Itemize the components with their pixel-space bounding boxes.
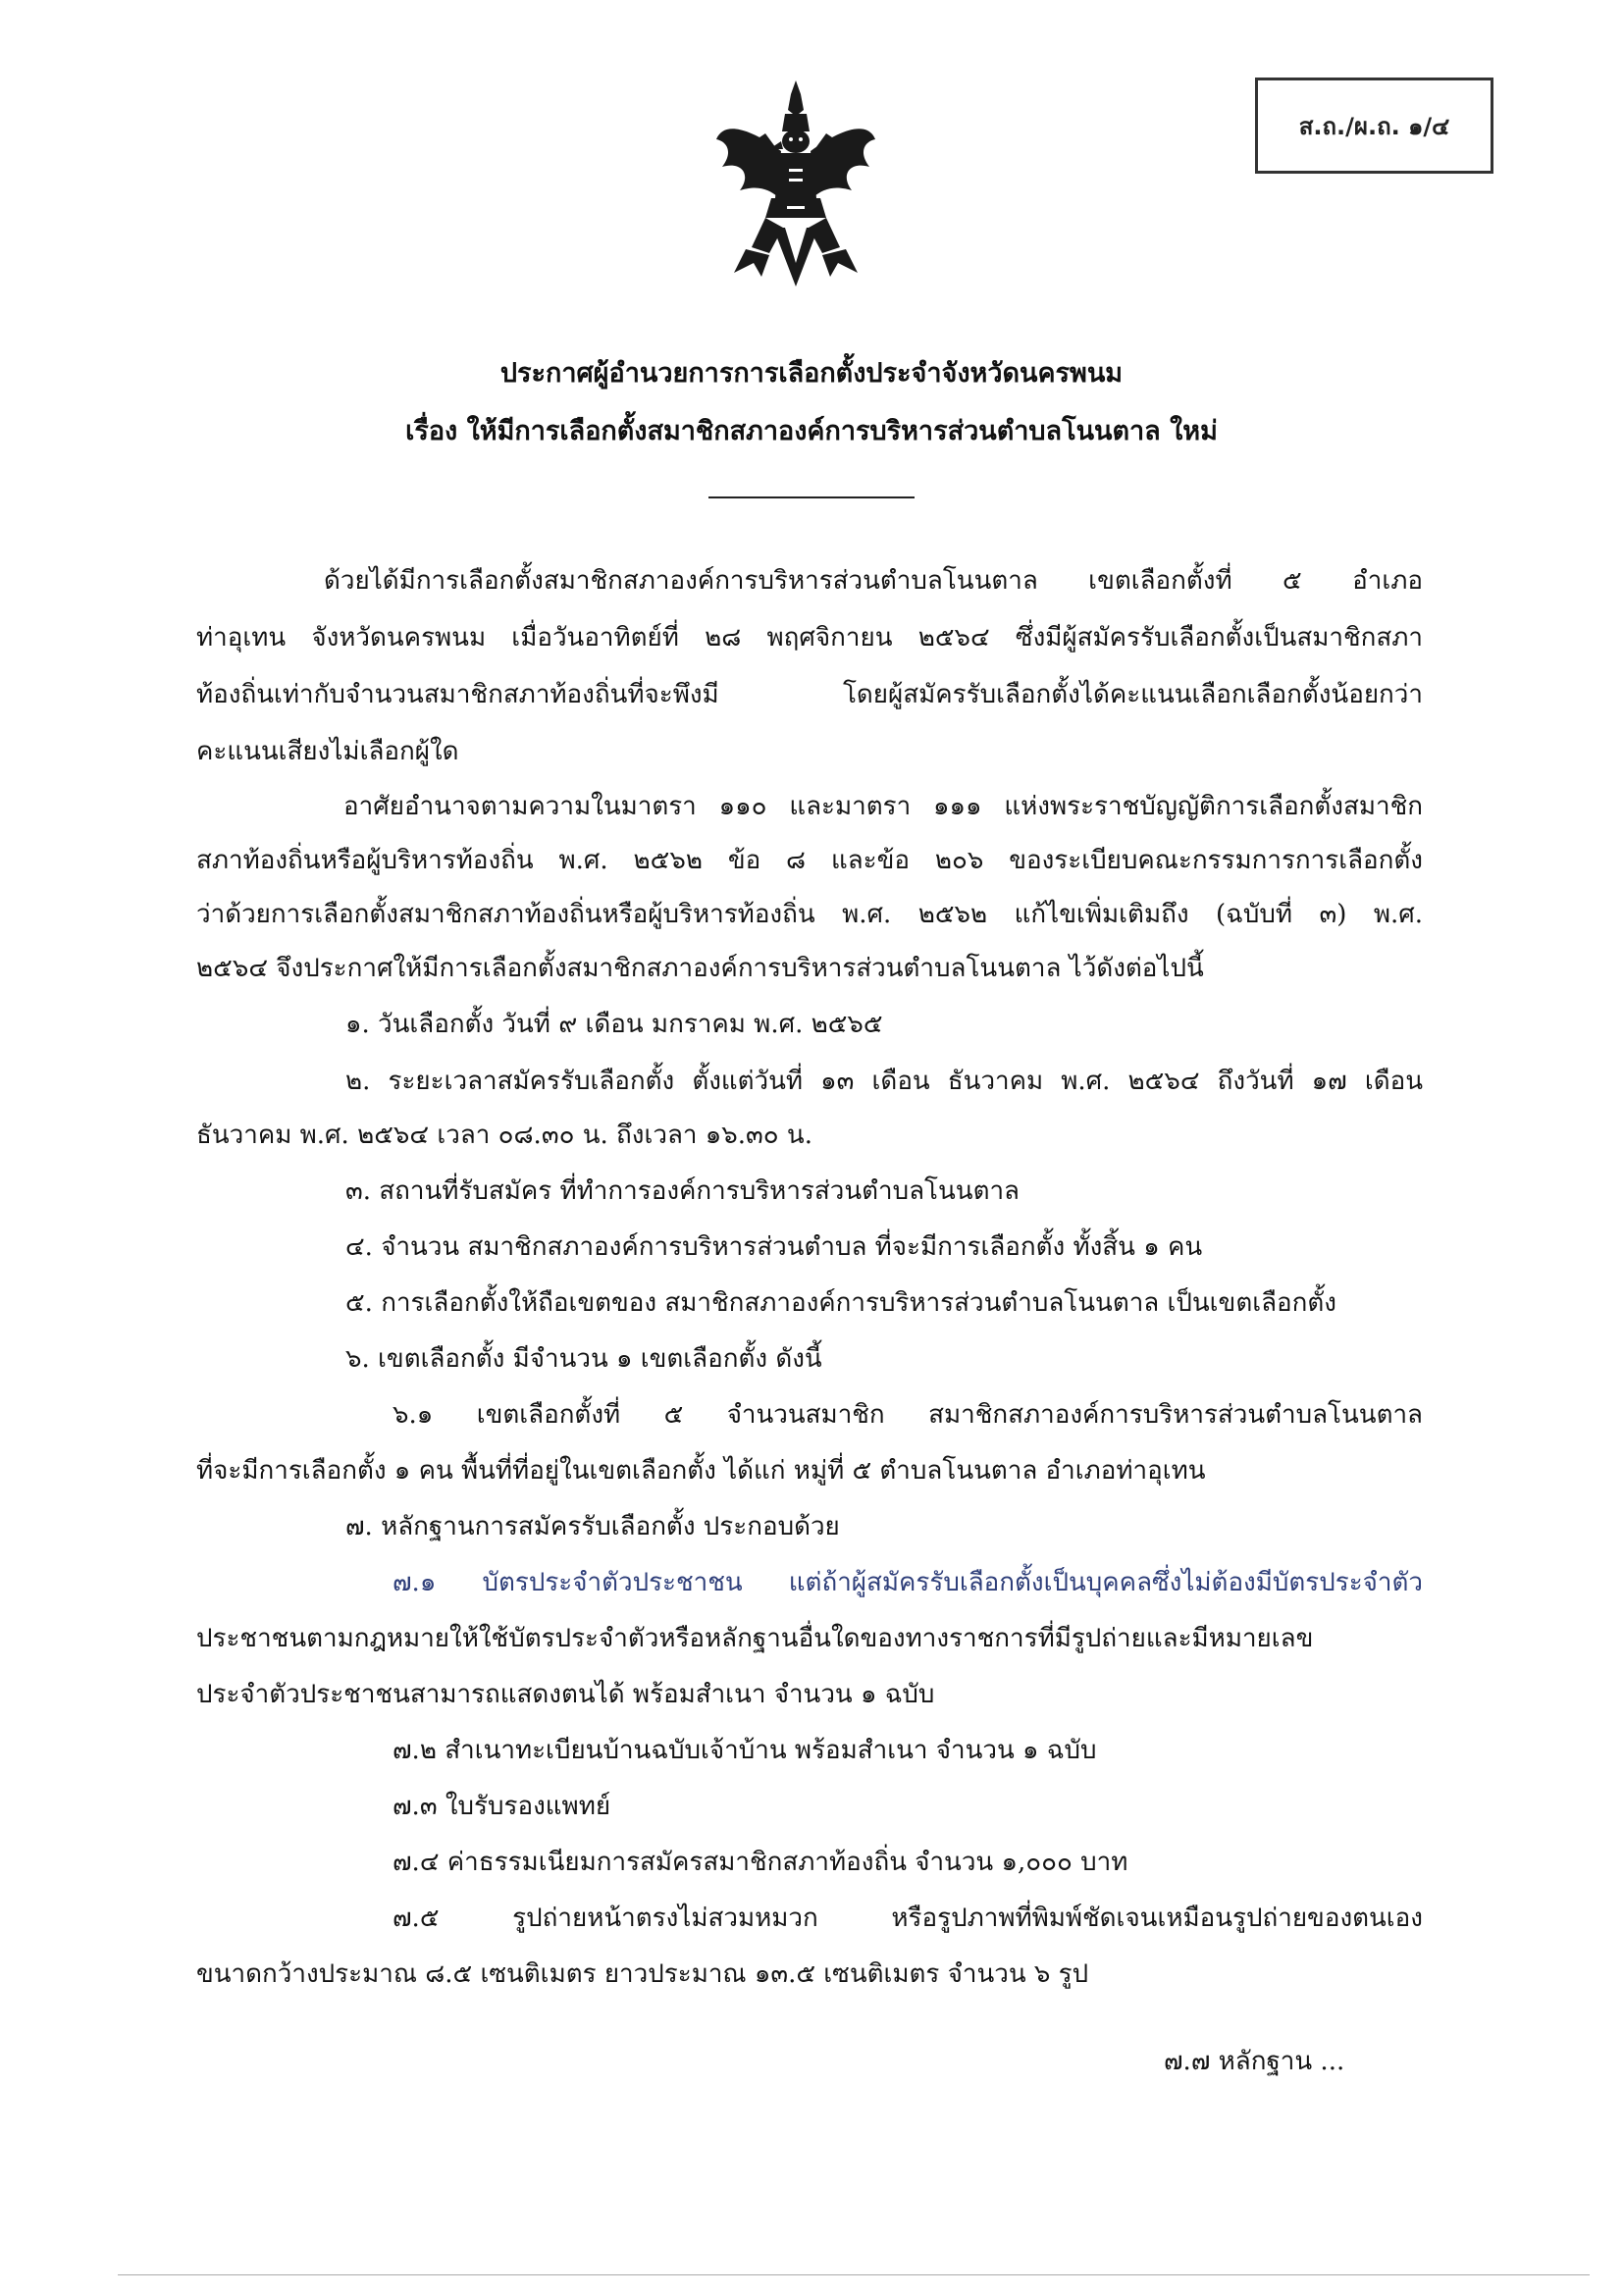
list-item: ๗.๕ รูปถ่ายหน้าตรงไม่สวมหมวก หรือรูปภาพที่พิมพ์ชัดเจนเหมือนรูปถ่ายของตนเอง <box>393 1904 1423 1933</box>
list-item: ธันวาคม พ.ศ. ๒๕๖๔ เวลา ๐๘.๓๐ น. ถึงเวลา ๑๖.๓๐ น. <box>196 1121 812 1150</box>
list-item: ขนาดกว้างประมาณ ๘.๕ เซนติเมตร ยาวประมาณ ๑๓.๕ เซนติเมตร จำนวน ๖ รูป <box>196 1959 1089 1989</box>
body-line: ว่าด้วยการเลือกตั้งสมาชิกสภาท้องถิ่นหรือผู้บริหารท้องถิ่น พ.ศ. ๒๕๖๒ แก้ไขเพิ่มเติมถึง (ฉบับที่ ๓) พ.ศ. <box>196 900 1423 929</box>
continuation-reference: ๗.๗ หลักฐาน ... <box>1164 2047 1345 2076</box>
garuda-emblem-icon <box>712 80 879 296</box>
list-item: ๗.๑ บัตรประจำตัวประชาชน แต่ถ้าผู้สมัครรับเลือกตั้งเป็นบุคคลซึ่งไม่ต้องมีบัตรประจำตัว <box>393 1568 1423 1597</box>
list-item: ๗. หลักฐานการสมัครรับเลือกตั้ง ประกอบด้วย <box>345 1512 840 1541</box>
title-divider <box>708 496 915 498</box>
list-item: ที่จะมีการเลือกตั้ง ๑ คน พื้นที่ที่อยู่ในเขตเลือกตั้ง ได้แก่ หมู่ที่ ๕ ตำบลโนนตาล อำเภอท่าอุเทน <box>196 1456 1206 1486</box>
announcement-subject: เรื่อง ให้มีการเลือกตั้งสมาชิกสภาองค์การบริหารส่วนตำบลโนนตาล ใหม่ <box>405 416 1218 446</box>
form-code-box: ส.ถ./ผ.ถ. ๑/๔ <box>1255 78 1493 174</box>
list-item: ประชาชนตามกฎหมายให้ใช้บัตรประจำตัวหรือหลักฐานอื่นใดของทางราชการที่มีรูปถ่ายและมีหมายเลข <box>196 1624 1314 1653</box>
body-line: ท้องถิ่นเท่ากับจำนวนสมาชิกสภาท้องถิ่นที่จะพึงมี โดยผู้สมัครรับเลือกตั้งได้คะแนนเลือกเลือกตั้งน้อยกว่า <box>196 680 1423 709</box>
body-line: ๒๕๖๔ จึงประกาศให้มีการเลือกตั้งสมาชิกสภาองค์การบริหารส่วนตำบลโนนตาล ไว้ดังต่อไปนี้ <box>196 954 1204 983</box>
body-line: สภาท้องถิ่นหรือผู้บริหารท้องถิ่น พ.ศ. ๒๕๖๒ ข้อ ๘ และข้อ ๒๐๖ ของระเบียบคณะกรรมการการเลือกตั้ง <box>196 846 1423 875</box>
body-line: คะแนนเสียงไม่เลือกผู้ใด <box>196 737 459 766</box>
body-line: ด้วยได้มีการเลือกตั้งสมาชิกสภาองค์การบริหารส่วนตำบลโนนตาล เขตเลือกตั้งที่ ๕ อำเภอ <box>324 566 1423 596</box>
body-line: อาศัยอำนาจตามความในมาตรา ๑๑๐ และมาตรา ๑๑๑ แห่งพระราชบัญญัติการเลือกตั้งสมาชิก <box>343 792 1423 821</box>
list-item: ประจำตัวประชาชนสามารถแสดงตนได้ พร้อมสำเนา จำนวน ๑ ฉบับ <box>196 1680 935 1709</box>
list-item: ๒. ระยะเวลาสมัครรับเลือกตั้ง ตั้งแต่วันที่ ๑๓ เดือน ธันวาคม พ.ศ. ๒๕๖๔ ถึงวันที่ ๑๗ เดือน <box>345 1067 1423 1096</box>
list-item: ๗.๓ ใบรับรองแพทย์ <box>393 1792 611 1821</box>
list-item: ๓. สถานที่รับสมัคร ที่ทำการองค์การบริหารส่วนตำบลโนนตาล <box>345 1176 1020 1206</box>
list-item: ๖.๑ เขตเลือกตั้งที่ ๕ จำนวนสมาชิก สมาชิกสภาองค์การบริหารส่วนตำบลโนนตาล <box>393 1400 1423 1430</box>
list-item: ๖. เขตเลือกตั้ง มีจำนวน ๑ เขตเลือกตั้ง ดังนี้ <box>345 1344 822 1374</box>
list-item: ๕. การเลือกตั้งให้ถือเขตของ สมาชิกสภาองค์การบริหารส่วนตำบลโนนตาล เป็นเขตเลือกตั้ง <box>345 1288 1336 1318</box>
list-item: ๑. วันเลือกตั้ง วันที่ ๙ เดือน มกราคม พ.ศ. ๒๕๖๕ <box>345 1010 883 1039</box>
scan-edge-line <box>118 2274 1590 2275</box>
list-item: ๔. จำนวน สมาชิกสภาองค์การบริหารส่วนตำบล ที่จะมีการเลือกตั้ง ทั้งสิ้น ๑ คน <box>345 1232 1203 1262</box>
body-line: ท่าอุเทน จังหวัดนครพนม เมื่อวันอาทิตย์ที่ ๒๘ พฤศจิกายน ๒๕๖๔ ซึ่งมีผู้สมัครรับเลือกตั้งเป็นสมาชิกสภา <box>196 623 1423 652</box>
announcement-title: ประกาศผู้อำนวยการการเลือกตั้งประจำจังหวัดนครพนม <box>499 358 1124 389</box>
list-item: ๗.๒ สำเนาทะเบียนบ้านฉบับเจ้าบ้าน พร้อมสำเนา จำนวน ๑ ฉบับ <box>393 1736 1097 1765</box>
list-item: ๗.๔ ค่าธรรมเนียมการสมัครสมาชิกสภาท้องถิ่น จำนวน ๑,๐๐๐ บาท <box>393 1848 1128 1877</box>
